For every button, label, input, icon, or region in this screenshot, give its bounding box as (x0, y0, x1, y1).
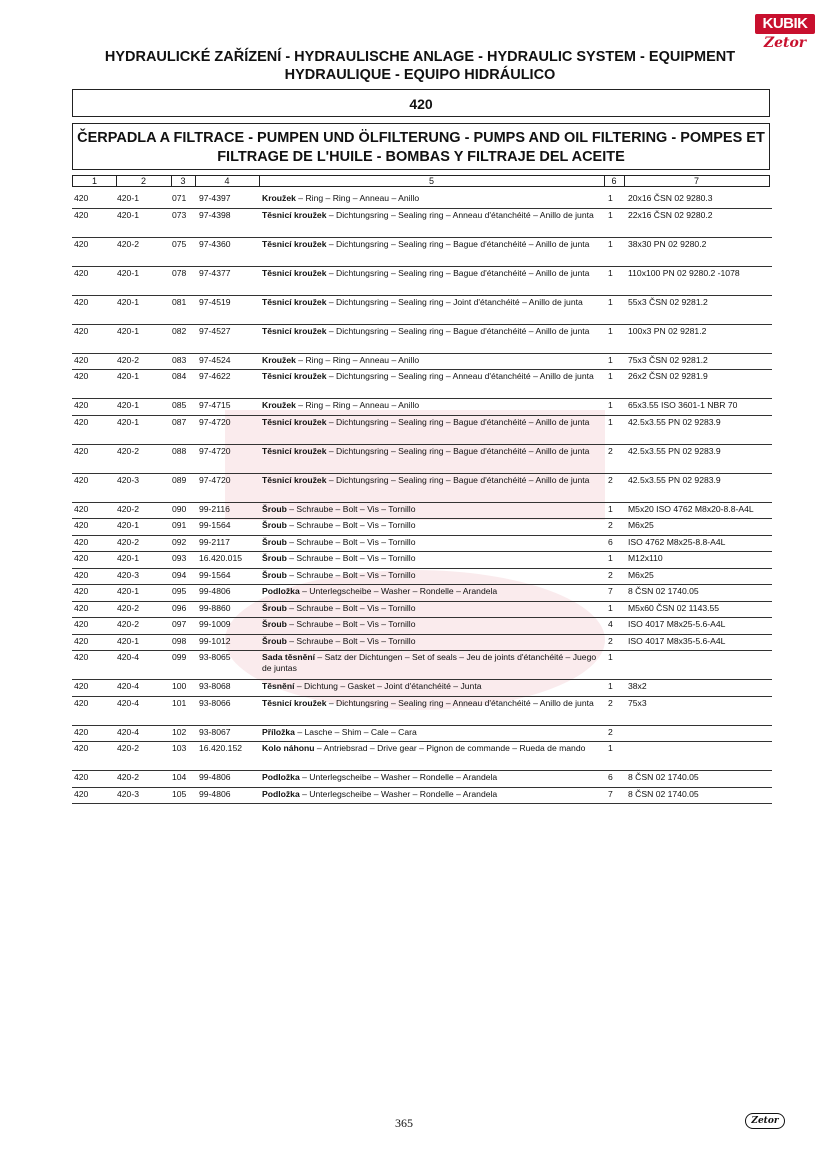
part-subgroup: 420-3 (117, 788, 139, 799)
part-number: 99-4806 (199, 788, 231, 799)
part-name-cz: Podložka (262, 788, 300, 799)
part-name-cz: Šroub (262, 569, 287, 580)
column-header-6: 6 (611, 176, 617, 186)
part-group: 420 (74, 209, 89, 220)
part-name-translations: – Schraube – Bolt – Vis – Tornillo (286, 602, 416, 613)
part-subgroup: 420-1 (117, 371, 139, 381)
part-description (262, 681, 600, 692)
part-subgroup: 420-1 (117, 586, 139, 596)
part-description (262, 537, 600, 548)
table-row (72, 569, 772, 586)
part-quantity: 7 (608, 586, 613, 596)
part-subgroup: 420-1 (117, 400, 139, 410)
part-name-cz: Šroub (262, 602, 287, 613)
part-description (262, 475, 600, 486)
part-name-cz: Příložka (262, 726, 295, 737)
part-number: 97-4524 (199, 354, 231, 365)
part-quantity: 7 (608, 788, 613, 799)
part-name-cz: Těsnicí kroužek (262, 325, 327, 336)
part-quantity: 1 (608, 267, 613, 278)
part-spec: 8 ČSN 02 1740.05 (628, 788, 699, 799)
part-subgroup: 420-1 (117, 296, 139, 307)
table-row (72, 416, 772, 445)
part-group: 420 (74, 371, 89, 381)
part-quantity: 1 (608, 602, 613, 613)
part-quantity: 2 (608, 697, 613, 708)
part-name-translations: – Ring – Ring – Anneau – Anillo (295, 400, 420, 410)
part-position: 082 (172, 325, 187, 336)
part-number: 99-1564 (199, 520, 231, 530)
column-header-4: 4 (224, 176, 230, 186)
parts-table (72, 192, 772, 804)
part-name-translations: – Schraube – Bolt – Vis – Tornillo (286, 553, 416, 563)
part-quantity: 6 (608, 772, 613, 782)
part-name-translations: – Dichtungsring – Sealing ring – Anneau d'étanchéité – Anillo de junta (326, 697, 594, 708)
part-description (262, 239, 600, 250)
table-row (72, 474, 772, 503)
part-number: 97-4398 (199, 209, 231, 220)
part-name-translations: – Dichtungsring – Sealing ring – Anneau d'étanchéité – Anillo de junta (326, 209, 594, 220)
section-title-line-1: ČERPADLA A FILTRACE - PUMPEN UND ÖLFILTERUNG - PUMPS AND OIL FILTERING - POMPES ET (77, 130, 765, 146)
part-position: 089 (172, 474, 187, 485)
table-row (72, 503, 772, 520)
part-number: 97-4622 (199, 371, 231, 381)
zetor-logo-text: Zetor (763, 35, 807, 51)
part-quantity: 2 (608, 520, 613, 530)
group-code-box: 420 (72, 89, 770, 117)
part-number: 97-4519 (199, 296, 231, 307)
part-number: 93-8067 (199, 726, 231, 737)
column-header-3: 3 (180, 176, 186, 186)
title-line-1: HYDRAULICKÉ ZAŘÍZENÍ - HYDRAULISCHE ANLAGE - HYDRAULIC SYSTEM - EQUIPMENT (104, 49, 736, 65)
table-row (72, 267, 772, 296)
part-group: 420 (74, 788, 89, 799)
title-line-2: HYDRAULIQUE - EQUIPO HIDRÁULICO (284, 67, 556, 83)
part-quantity: 1 (608, 193, 613, 203)
part-description (262, 743, 600, 754)
part-name-translations: – Dichtungsring – Sealing ring – Bague d'étanchéité – Anillo de junta (326, 267, 590, 278)
part-spec: 100x3 PN 02 9281.2 (628, 325, 707, 336)
part-name-cz: Kroužek (262, 400, 296, 410)
part-name-cz: Těsnicí kroužek (262, 416, 327, 427)
part-description (262, 371, 600, 382)
table-row (72, 325, 772, 354)
part-number: 93-8066 (199, 697, 231, 708)
part-name-cz: Podložka (262, 772, 300, 782)
part-quantity: 1 (608, 371, 613, 381)
part-position: 101 (172, 697, 187, 708)
part-name-cz: Šroub (262, 635, 287, 646)
zetor-footer-logo: Zetor (745, 1113, 785, 1129)
part-position: 088 (172, 445, 187, 456)
part-group: 420 (74, 325, 89, 336)
part-subgroup: 420-2 (117, 619, 139, 629)
part-quantity: 1 (608, 416, 613, 427)
part-group: 420 (74, 267, 89, 278)
part-description (262, 553, 600, 564)
table-row (72, 788, 772, 805)
part-subgroup: 420-4 (117, 652, 139, 662)
part-name-translations: – Unterlegscheibe – Washer – Rondelle – Arandela (299, 788, 498, 799)
part-position: 073 (172, 209, 187, 220)
page-number: 365 (395, 1116, 413, 1130)
part-subgroup: 420-2 (117, 445, 139, 456)
part-name-translations: – Unterlegscheibe – Washer – Rondelle – Arandela (299, 772, 498, 782)
part-quantity: 1 (608, 553, 613, 563)
part-quantity: 1 (608, 296, 613, 307)
part-group: 420 (74, 520, 89, 530)
table-row (72, 399, 772, 416)
part-position: 095 (172, 586, 187, 596)
part-position: 085 (172, 400, 187, 410)
part-quantity: 1 (608, 354, 613, 365)
part-quantity: 2 (608, 474, 613, 485)
part-subgroup: 420-2 (117, 238, 139, 249)
part-name-cz: Šroub (262, 536, 287, 547)
part-group: 420 (74, 586, 89, 596)
part-position: 104 (172, 772, 187, 782)
part-position: 093 (172, 553, 187, 563)
part-group: 420 (74, 681, 89, 691)
table-row (72, 354, 772, 371)
part-description (262, 619, 600, 630)
part-number: 99-2116 (199, 503, 230, 514)
part-name-cz: Těsnicí kroužek (262, 209, 327, 220)
part-description (262, 586, 600, 597)
table-row (72, 536, 772, 553)
part-name-cz: Těsnicí kroužek (262, 445, 327, 456)
part-description (262, 504, 600, 515)
part-name-cz: Kolo náhonu (262, 743, 315, 753)
table-row (72, 552, 772, 569)
part-spec: 75x3 (628, 697, 647, 708)
part-subgroup: 420-2 (117, 503, 139, 514)
part-description (262, 268, 600, 279)
table-row (72, 651, 772, 680)
part-spec: 75x3 ČSN 02 9281.2 (628, 354, 708, 365)
part-position: 100 (172, 681, 187, 691)
table-row (72, 192, 772, 209)
table-row (72, 635, 772, 652)
part-name-translations: – Dichtung – Gasket – Joint d'étanchéité – Junta (294, 681, 482, 691)
part-position: 096 (172, 602, 187, 613)
part-name-translations: – Antriebsrad – Drive gear – Pignon de commande – Rueda de mando (314, 743, 586, 753)
part-description (262, 570, 600, 581)
part-quantity: 1 (608, 238, 613, 249)
table-row (72, 602, 772, 619)
part-number: 97-4527 (199, 325, 231, 336)
part-number: 97-4397 (199, 193, 231, 203)
part-name-translations: – Dichtungsring – Sealing ring – Bague d'étanchéité – Anillo de junta (326, 325, 590, 336)
part-name-cz: Těsnicí kroužek (262, 296, 327, 307)
section-title-line-2: FILTRAGE DE L'HUILE - BOMBAS Y FILTRAJE DEL ACEITE (217, 149, 625, 165)
part-number: 99-4806 (199, 586, 231, 596)
part-subgroup: 420-1 (117, 635, 139, 646)
part-number: 16.420.015 (199, 553, 243, 563)
part-subgroup: 420-4 (117, 697, 139, 708)
part-subgroup: 420-1 (117, 325, 139, 336)
table-row (72, 519, 772, 536)
part-spec: ISO 4762 M8x25-8.8-A4L (628, 536, 726, 547)
part-name-translations: – Dichtungsring – Sealing ring – Joint d'étanchéité – Anillo de junta (326, 296, 583, 307)
part-position: 092 (172, 536, 187, 547)
part-name-translations: – Schraube – Bolt – Vis – Tornillo (286, 536, 416, 547)
part-quantity: 1 (608, 652, 613, 662)
column-header-5: 5 (428, 176, 434, 186)
part-name-cz: Šroub (262, 553, 287, 563)
part-name-cz: Šroub (262, 619, 287, 629)
part-number: 97-4715 (199, 400, 231, 410)
part-quantity: 2 (608, 726, 613, 737)
part-name-translations: – Schraube – Bolt – Vis – Tornillo (286, 520, 416, 530)
part-position: 081 (172, 296, 187, 307)
part-name-translations: – Dichtungsring – Sealing ring – Anneau d'étanchéité – Anillo de junta (326, 371, 594, 381)
part-group: 420 (74, 635, 89, 646)
part-number: 97-4377 (199, 267, 231, 278)
part-name-cz: Těsnicí kroužek (262, 267, 327, 278)
part-position: 102 (172, 726, 187, 737)
part-group: 420 (74, 400, 89, 410)
part-name-cz: Těsnicí kroužek (262, 697, 327, 708)
part-subgroup: 420-4 (117, 681, 139, 691)
part-spec: 38x30 PN 02 9280.2 (628, 238, 707, 249)
part-spec: M5x20 ISO 4762 M8x20-8.8-A4L (628, 503, 754, 514)
part-name-translations: – Lasche – Shim – Cale – Cara (294, 726, 417, 737)
part-position: 075 (172, 238, 187, 249)
part-position: 098 (172, 635, 187, 646)
part-description (262, 772, 600, 783)
part-name-cz: Šroub (262, 503, 287, 514)
part-name-translations: – Schraube – Bolt – Vis – Tornillo (286, 569, 416, 580)
part-quantity: 4 (608, 619, 613, 629)
part-name-cz: Těsnicí kroužek (262, 238, 327, 249)
part-position: 083 (172, 354, 187, 365)
part-group: 420 (74, 772, 89, 782)
part-quantity: 2 (608, 635, 613, 646)
part-description (262, 603, 600, 614)
part-number: 93-8065 (199, 652, 231, 662)
part-description (262, 789, 600, 800)
part-subgroup: 420-4 (117, 726, 139, 737)
column-header-1: 1 (91, 176, 97, 186)
part-subgroup: 420-1 (117, 416, 139, 427)
part-quantity: 1 (608, 503, 613, 514)
part-number: 97-4720 (199, 416, 231, 427)
part-position: 087 (172, 416, 187, 427)
column-header-2: 2 (140, 176, 146, 186)
part-name-translations: – Dichtungsring – Sealing ring – Bague d'étanchéité – Anillo de junta (326, 474, 590, 485)
part-number: 99-1012 (199, 635, 231, 646)
part-group: 420 (74, 726, 89, 737)
part-subgroup: 420-2 (117, 354, 139, 365)
part-spec: M6x25 (628, 520, 654, 530)
part-position: 099 (172, 652, 187, 662)
table-row (72, 726, 772, 743)
part-subgroup: 420-1 (117, 520, 139, 530)
table-row (72, 209, 772, 238)
part-group: 420 (74, 602, 89, 613)
part-group: 420 (74, 553, 89, 563)
part-description (262, 193, 600, 204)
part-group: 420 (74, 474, 89, 485)
part-number: 93-8068 (199, 681, 231, 691)
part-quantity: 1 (608, 743, 613, 753)
part-number: 97-4720 (199, 445, 231, 456)
part-description (262, 355, 600, 366)
part-position: 091 (172, 520, 187, 530)
part-group: 420 (74, 536, 89, 547)
part-name-translations: – Dichtungsring – Sealing ring – Bague d'étanchéité – Anillo de junta (326, 445, 590, 456)
part-subgroup: 420-2 (117, 536, 139, 547)
part-name-translations: – Satz der Dichtungen – Set of seals – Jeu de joints d'étanchéité – Juego de juntas (262, 652, 597, 673)
part-name-cz: Těsnicí kroužek (262, 371, 327, 381)
part-spec: 20x16 ČSN 02 9280.3 (628, 193, 713, 203)
column-header-row (72, 175, 770, 187)
part-group: 420 (74, 296, 89, 307)
part-spec: M12x110 (628, 553, 663, 563)
column-header-7: 7 (693, 176, 699, 186)
part-name-translations: – Schraube – Bolt – Vis – Tornillo (286, 503, 416, 514)
part-group: 420 (74, 503, 89, 514)
part-number: 99-8860 (199, 602, 231, 613)
part-group: 420 (74, 445, 89, 456)
part-spec: ISO 4017 M8x35-5.6-A4L (628, 635, 726, 646)
table-row (72, 445, 772, 474)
part-spec: 38x2 (628, 681, 647, 691)
part-quantity: 1 (608, 209, 613, 220)
part-description (262, 446, 600, 457)
part-description (262, 520, 600, 531)
part-quantity: 1 (608, 681, 613, 691)
part-number: 99-1564 (199, 569, 231, 580)
part-description (262, 400, 600, 411)
part-name-cz: Těsnicí kroužek (262, 474, 327, 485)
part-number: 99-2117 (199, 536, 230, 547)
part-spec: M5x60 ČSN 02 1143.55 (628, 602, 720, 613)
part-name-cz: Šroub (262, 520, 287, 530)
part-name-translations: – Ring – Ring – Anneau – Anillo (295, 193, 420, 203)
part-name-translations: – Dichtungsring – Sealing ring – Bague d'étanchéité – Anillo de junta (326, 238, 590, 249)
part-name-cz: Podložka (262, 586, 300, 596)
part-spec: 42.5x3.55 PN 02 9283.9 (628, 445, 721, 456)
part-number: 99-4806 (199, 772, 231, 782)
part-description (262, 326, 600, 337)
part-quantity: 6 (608, 536, 613, 547)
part-subgroup: 420-3 (117, 474, 139, 485)
part-position: 097 (172, 619, 187, 629)
part-number: 99-1009 (199, 619, 231, 629)
part-spec: 8 ČSN 02 1740.05 (628, 586, 699, 596)
part-spec: 22x16 ČSN 02 9280.2 (628, 209, 713, 220)
part-position: 071 (172, 193, 187, 203)
part-group: 420 (74, 569, 89, 580)
part-spec: 8 ČSN 02 1740.05 (628, 772, 699, 782)
part-description (262, 210, 600, 221)
table-row (72, 370, 772, 399)
part-spec: 55x3 ČSN 02 9281.2 (628, 296, 708, 307)
part-number: 16.420.152 (199, 743, 243, 753)
section-title-box (72, 123, 770, 170)
kubik-logo-text: KUBIK (755, 14, 815, 34)
part-group: 420 (74, 619, 89, 629)
part-subgroup: 420-2 (117, 743, 139, 753)
part-subgroup: 420-2 (117, 772, 139, 782)
part-group: 420 (74, 697, 89, 708)
part-position: 103 (172, 743, 187, 753)
part-name-cz: Těsnění (262, 681, 295, 691)
part-subgroup: 420-3 (117, 569, 139, 580)
part-spec: 42.5x3.55 PN 02 9283.9 (628, 474, 721, 485)
part-spec: M6x25 (628, 569, 654, 580)
part-quantity: 2 (608, 445, 613, 456)
part-group: 420 (74, 416, 89, 427)
part-spec: ISO 4017 M8x25-5.6-A4L (628, 619, 726, 629)
table-row (72, 771, 772, 788)
part-description (262, 636, 600, 647)
part-name-translations: – Schraube – Bolt – Vis – Tornillo (286, 619, 416, 629)
part-subgroup: 420-1 (117, 553, 139, 563)
part-description (262, 698, 600, 709)
part-group: 420 (74, 743, 89, 753)
part-group: 420 (74, 238, 89, 249)
part-position: 078 (172, 267, 187, 278)
part-subgroup: 420-2 (117, 602, 139, 613)
part-name-cz: Kroužek (262, 354, 296, 365)
part-number: 97-4360 (199, 238, 231, 249)
part-name-translations: – Unterlegscheibe – Washer – Rondelle – Arandela (299, 586, 498, 596)
part-subgroup: 420-1 (117, 267, 139, 278)
part-position: 090 (172, 503, 187, 514)
part-description (262, 417, 600, 428)
document-title (70, 48, 770, 84)
part-spec: 26x2 ČSN 02 9281.9 (628, 371, 708, 381)
part-group: 420 (74, 193, 89, 203)
part-quantity: 2 (608, 569, 613, 580)
part-name-translations: – Ring – Ring – Anneau – Anillo (295, 354, 420, 365)
part-position: 105 (172, 788, 187, 799)
part-description (262, 727, 600, 738)
table-row (72, 618, 772, 635)
part-spec: 42.5x3.55 PN 02 9283.9 (628, 416, 721, 427)
part-position: 094 (172, 569, 187, 580)
part-name-cz: Kroužek (262, 193, 296, 203)
table-row (72, 742, 772, 771)
part-subgroup: 420-1 (117, 209, 139, 220)
part-spec: 110x100 PN 02 9280.2 -1078 (628, 267, 740, 278)
part-quantity: 1 (608, 325, 613, 336)
part-name-cz: Sada těsnění (262, 652, 316, 662)
part-name-translations: – Schraube – Bolt – Vis – Tornillo (286, 635, 416, 646)
table-row (72, 238, 772, 267)
part-quantity: 1 (608, 400, 613, 410)
table-row (72, 585, 772, 602)
part-group: 420 (74, 652, 89, 662)
part-name-translations: – Dichtungsring – Sealing ring – Bague d'étanchéité – Anillo de junta (326, 416, 590, 427)
table-row (72, 680, 772, 697)
part-description (262, 297, 600, 308)
part-subgroup: 420-1 (117, 193, 139, 203)
part-description (262, 652, 600, 674)
part-number: 97-4720 (199, 474, 231, 485)
part-group: 420 (74, 354, 89, 365)
part-spec: 65x3.55 ISO 3601-1 NBR 70 (628, 400, 738, 410)
table-row (72, 296, 772, 325)
table-row (72, 697, 772, 726)
part-position: 084 (172, 371, 187, 381)
